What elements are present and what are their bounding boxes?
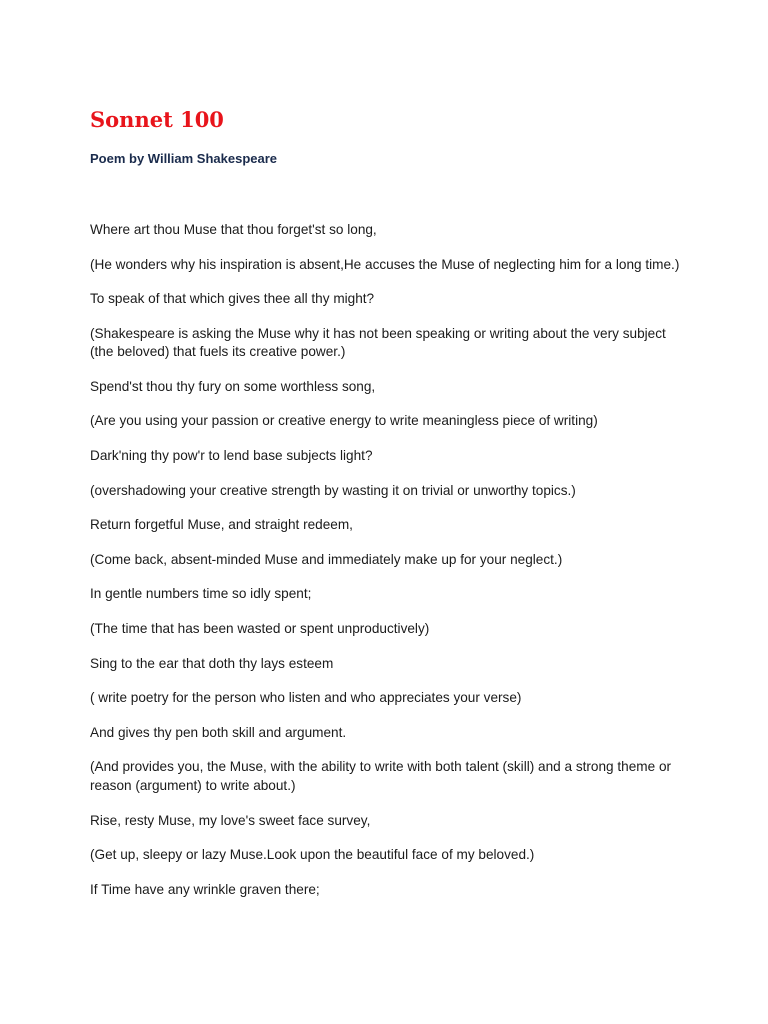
poem-body (90, 221, 690, 915)
verse-line: Where art thou Muse that thou forget'st so long, (90, 222, 377, 237)
verse-line: If Time have any wrinkle graven there; (90, 881, 320, 897)
verse-line: Return forgetful Muse, and straight redeem, (90, 517, 353, 533)
verse-line: Rise, resty Muse, my love's sweet face survey, (90, 812, 371, 828)
page-title: Sonnet 100 (90, 107, 224, 132)
verse-line: Sing to the ear that doth thy lays esteem (90, 655, 334, 671)
verse-line: Dark'ning thy pow'r to lend base subjects light? (90, 448, 373, 464)
verse-annotation: (overshadowing your creative strength by wasting it on trivial or unworthy topics.) (90, 482, 576, 498)
verse-annotation: (The time that has been wasted or spent unproductively) (90, 621, 430, 637)
verse-annotation: (Shakespeare is asking the Muse why it has not been speaking or writing about the very subject (the beloved) that fuels its creative power.) (90, 325, 666, 360)
verse-annotation: ( write poetry for the person who listen and who appreciates your verse) (90, 690, 522, 706)
verse-annotation: (And provides you, the Muse, with the ability to write with both talent (skill) and a strong theme or reason (argument) to write about.) (90, 759, 672, 793)
verse-annotation: (Get up, sleepy or lazy Muse.Look upon the beautiful face of my beloved.) (90, 847, 535, 863)
verse-annotation: (Are you using your passion or creative energy to write meaningless piece of writing) (90, 413, 598, 429)
poem-byline: Poem by William Shakespeare (90, 151, 278, 166)
verse-line: Spend'st thou thy fury on some worthless song, (90, 378, 376, 394)
verse-annotation: (Come back, absent-minded Muse and immediately make up for your neglect.) (90, 551, 563, 567)
verse-annotation: (He wonders why his inspiration is absent,He accuses the Muse of neglecting him for a long time.) (90, 256, 680, 272)
verse-line: To speak of that which gives thee all thy might? (90, 291, 375, 307)
verse-line: In gentle numbers time so idly spent; (90, 586, 312, 602)
verse-line: And gives thy pen both skill and argument. (90, 724, 347, 740)
